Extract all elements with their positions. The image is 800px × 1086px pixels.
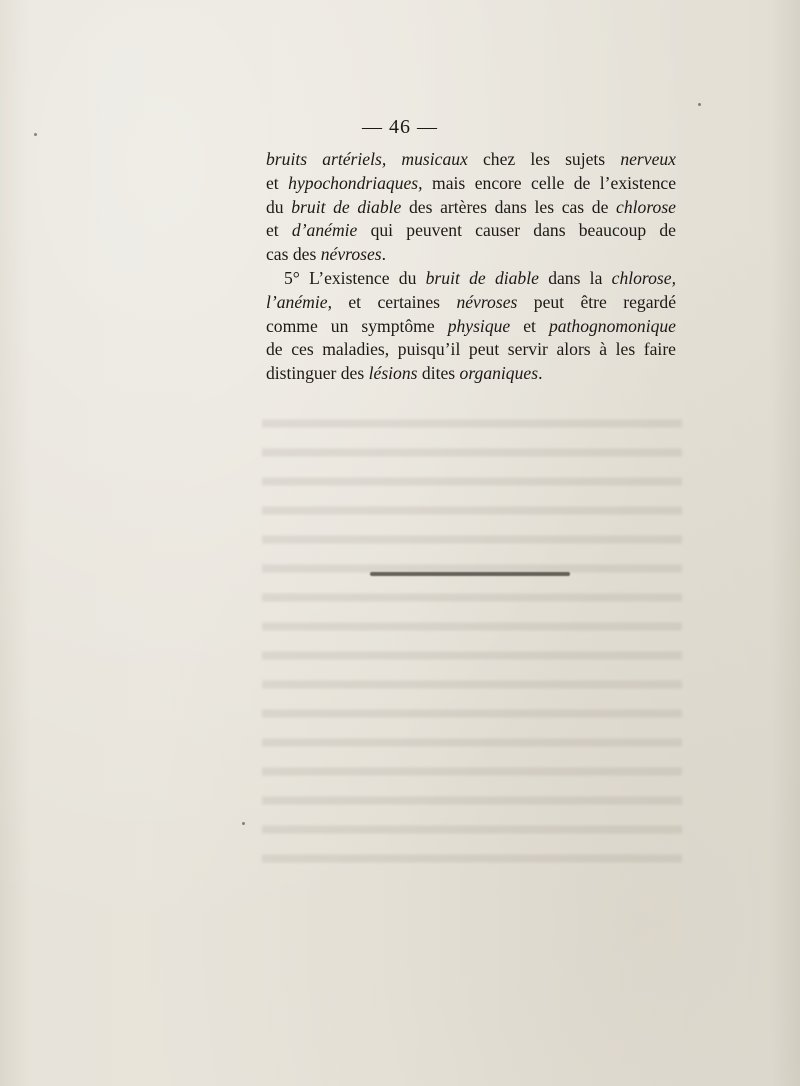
- text-line: [266, 172, 676, 196]
- italic-run: bruit de diable: [291, 196, 402, 217]
- italic-run: nerveux: [620, 149, 676, 169]
- text-run: mais encore celle de l’existence: [422, 172, 676, 193]
- text-run: peut être regardé: [517, 291, 677, 312]
- text-run: et: [266, 172, 289, 193]
- italic-run: chlorose,: [611, 267, 676, 288]
- italic-run: physique: [447, 315, 511, 336]
- text-run: dans la: [538, 267, 612, 288]
- text-line: [266, 196, 676, 220]
- text-run: .: [381, 244, 387, 265]
- body-text: [266, 148, 676, 386]
- paper-speck: [242, 822, 245, 825]
- text-run: chez les sujets: [467, 149, 621, 169]
- text-run: cas des: [266, 244, 321, 265]
- italic-run: bruit de diable: [425, 267, 539, 288]
- text-run: 5° L’existence du: [284, 267, 426, 288]
- text-run: et: [510, 315, 549, 336]
- text-line: [266, 362, 676, 386]
- bleed-through-text: [262, 405, 682, 865]
- italic-run: hypochondriaques,: [288, 172, 423, 193]
- italic-run: névroses: [456, 291, 518, 312]
- text-run: comme un symptôme: [266, 315, 448, 336]
- text-run: du: [266, 196, 292, 217]
- text-line: [266, 291, 676, 315]
- paper-speck: [698, 103, 701, 106]
- bleed-through-rule: [370, 572, 570, 576]
- italic-run: névroses: [320, 244, 382, 265]
- italic-run: chlorose: [616, 196, 676, 217]
- text-line: [266, 315, 676, 339]
- text-run: qui peuvent causer dans beaucoup de: [357, 220, 676, 241]
- text-run: des artères dans les cas de: [401, 196, 617, 217]
- italic-run: organiques: [459, 363, 539, 384]
- page-number: — 46 —: [362, 116, 438, 138]
- italic-run: bruits artériels, musicaux: [266, 149, 468, 169]
- italic-run: pathognomonique: [548, 315, 676, 336]
- text-line: [266, 267, 676, 291]
- italic-run: lésions: [368, 363, 418, 384]
- text-run: distinguer des: [266, 363, 369, 384]
- text-line: [266, 243, 676, 267]
- text-run: , et certaines: [327, 291, 457, 312]
- text-run: dites: [417, 363, 460, 384]
- text-run: de ces maladies, puisqu’il peut servir alors à les faire: [266, 339, 676, 360]
- text-line: [266, 338, 676, 362]
- text-line: [266, 219, 676, 243]
- italic-run: d’anémie: [291, 220, 358, 241]
- text-line: [266, 148, 676, 172]
- text-run: .: [538, 363, 543, 384]
- italic-run: l’anémie: [266, 291, 328, 312]
- text-run: et: [266, 220, 292, 241]
